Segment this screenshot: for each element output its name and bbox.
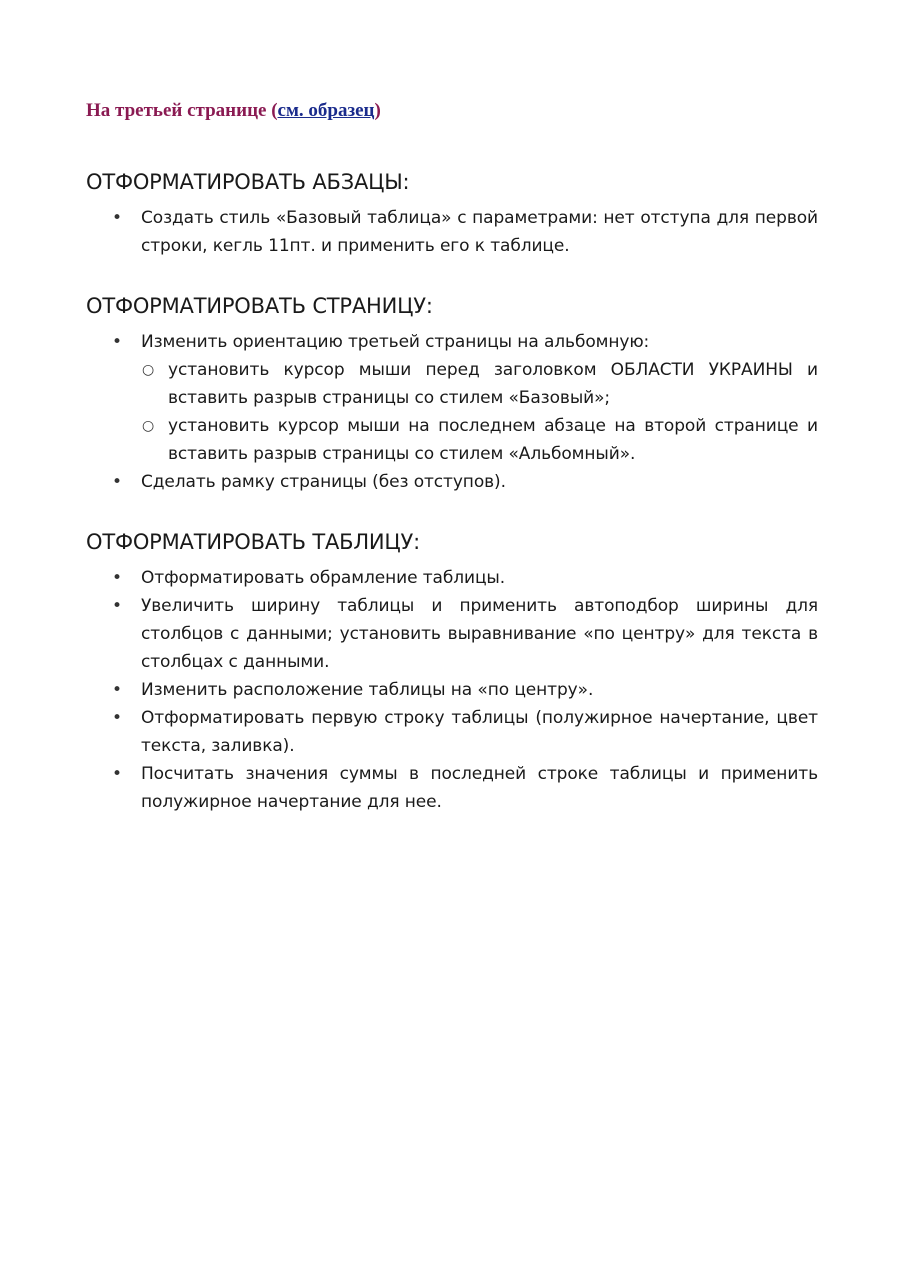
bullet-list xyxy=(86,564,818,816)
bullet-icon: • xyxy=(112,472,122,492)
section-heading: ОТФОРМАТИРОВАТЬ АБЗАЦЫ: xyxy=(86,170,410,194)
list-item xyxy=(86,704,818,760)
sub-list-item xyxy=(86,412,818,468)
circle-bullet-icon: ○ xyxy=(142,418,155,434)
sub-list-item xyxy=(86,356,818,412)
section-table xyxy=(86,526,818,816)
sub-list-item-text: установить курсор мыши на последнем абзаце на второй странице и вставить разрыв страницы со стилем «Альбомный». xyxy=(168,416,818,464)
title-suffix: ) xyxy=(374,100,381,121)
sample-link[interactable]: см. образец xyxy=(277,100,375,121)
bullet-icon: • xyxy=(112,568,122,588)
list-item xyxy=(86,328,818,356)
circle-bullet-icon: ○ xyxy=(142,362,155,378)
section-page xyxy=(86,290,818,496)
list-item-text: Отформатировать обрамление таблицы. xyxy=(141,568,506,588)
bullet-icon: • xyxy=(112,680,122,700)
section-heading: ОТФОРМАТИРОВАТЬ СТРАНИЦУ: xyxy=(86,294,433,318)
bullet-icon: • xyxy=(112,596,122,616)
list-item-text: Создать стиль «Базовый таблица» с параметрами: нет отступа для первой строки, кегль 11пт. и применить его к таблице. xyxy=(141,208,818,256)
list-item xyxy=(86,468,818,496)
bullet-list xyxy=(86,328,818,496)
list-item-text: Посчитать значения суммы в последней строке таблицы и применить полужирное начертание для нее. xyxy=(141,764,818,812)
title-prefix: На третьей странице ( xyxy=(86,100,278,121)
section-heading: ОТФОРМАТИРОВАТЬ ТАБЛИЦУ: xyxy=(86,530,420,554)
section-paragraphs xyxy=(86,166,818,260)
list-item xyxy=(86,592,818,676)
bullet-list xyxy=(86,204,818,260)
list-item xyxy=(86,676,818,704)
list-item xyxy=(86,204,818,260)
bullet-icon: • xyxy=(112,764,122,784)
list-item-text: Сделать рамку страницы (без отступов). xyxy=(141,472,506,492)
bullet-icon: • xyxy=(112,708,122,728)
list-item xyxy=(86,564,818,592)
bullet-icon: • xyxy=(112,208,122,228)
list-item-text: Отформатировать первую строку таблицы (полужирное начертание, цвет текста, заливка). xyxy=(141,708,818,756)
list-item-text: Изменить расположение таблицы на «по центру». xyxy=(141,680,594,700)
sub-list-item-text: установить курсор мыши перед заголовком ОБЛАСТИ УКРАИНЫ и вставить разрыв страницы со стилем «Базовый»; xyxy=(168,360,818,408)
list-item xyxy=(86,760,818,816)
list-item-text: Изменить ориентацию третьей страницы на альбомную: xyxy=(141,332,650,352)
document-page xyxy=(86,96,818,816)
bullet-icon: • xyxy=(112,332,122,352)
page-title xyxy=(86,96,818,126)
list-item-text: Увеличить ширину таблицы и применить автоподбор ширины для столбцов с данными; установить выравнивание «по центру» для текста в столбцах с данными. xyxy=(141,596,818,672)
